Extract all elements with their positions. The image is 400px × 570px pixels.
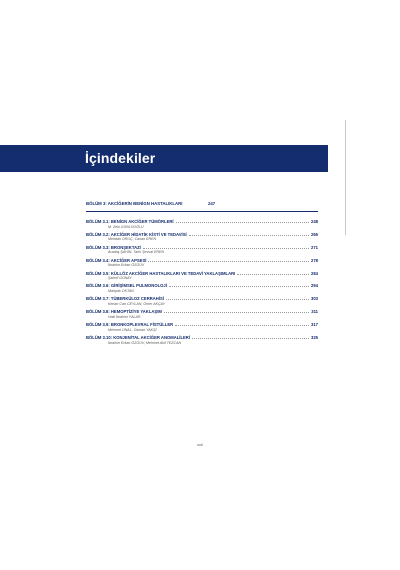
toc-entry[interactable] <box>86 258 318 271</box>
toc-entry-page: 325 <box>311 335 318 341</box>
toc-entry-authors: İbrahim Erkan ÖZGÜV <box>108 263 145 268</box>
toc-entry-title[interactable]: BÖLÜM 3.2: AKCİĞER HİDATİK KİSTİ VE TEDAVİSİ <box>86 231 187 237</box>
toc-entry-title[interactable]: BÖLÜM 3.4: AKCİĞER APSESİ <box>86 257 147 263</box>
toc-entry-line <box>86 271 318 276</box>
toc-entry-line <box>86 322 318 327</box>
toc-entry-page: 265 <box>311 231 318 237</box>
section-heading <box>86 201 318 213</box>
toc-entry[interactable] <box>86 322 318 335</box>
toc-entry-authors: Mendah ORUÇ, Canan EREN <box>108 237 157 242</box>
dot-leader <box>166 298 309 300</box>
toc-entry-authors: Mahpak OKTAN <box>108 289 134 294</box>
toc-entry-line <box>86 283 318 288</box>
section-divider <box>86 211 318 212</box>
toc-entry-page: 248 <box>311 219 318 224</box>
dot-leader <box>169 285 309 287</box>
toc-entry-authors: Aradaş ŞAHİN, Tahir Şevval EREN <box>108 250 164 255</box>
toc-entry-page: 311 <box>311 309 318 315</box>
page-title: İçindekiler <box>85 150 156 166</box>
toc-entry-title[interactable]: BÖLÜM 3.9: BRONKOPLEVRAL FİSTÜLLER <box>86 322 174 328</box>
toc-entry-authors: M. Zeki GÜNLÜOĞLU <box>108 224 144 229</box>
toc-entry-line <box>86 245 318 250</box>
toc-entry-title[interactable]: BÖLÜM 3.1: BENİGN AKCİĞER TÜMÖRLERİ <box>86 219 174 224</box>
toc-entry-line <box>86 232 318 237</box>
section-label[interactable]: BÖLÜM 3: AKCİĞERİN BENİGN HASTALIKLARI <box>86 201 183 206</box>
dot-leader <box>237 273 309 275</box>
toc-entry-title[interactable]: BÖLÜM 3.6: GİRİŞİMSEL PULMONOLOJİ <box>86 283 167 289</box>
toc-entry[interactable] <box>86 271 318 284</box>
toc-entry-line <box>86 296 318 301</box>
toc-entry[interactable] <box>86 245 318 258</box>
toc-entry-page: 317 <box>311 322 318 328</box>
toc-entry-line <box>86 335 318 340</box>
toc-entry[interactable] <box>86 232 318 245</box>
header-band <box>0 145 328 172</box>
toc-entry-authors: Şahnif GÜNAY <box>108 276 132 281</box>
toc-entry[interactable] <box>86 296 318 309</box>
toc-entry-page: 278 <box>311 257 318 263</box>
section-page-number: 247 <box>208 201 216 206</box>
toc-entry-title[interactable]: BÖLÜM 3.7: TÜBERKÜLOZ CERRAHİSİ <box>86 296 164 302</box>
dot-leader <box>189 234 309 236</box>
toc-entry[interactable] <box>86 335 318 348</box>
toc-entry-title[interactable]: BÖLÜM 3.10: KONJENİTAL AKCİĞER ANOMALİLERİ <box>86 335 190 341</box>
toc-entry-title[interactable]: BÖLÜM 3.8: HEMOPTİZİYE YAKLAŞIM <box>86 309 162 315</box>
toc-entry-authors: Kenan Can CEYLAN, Ömer AKÇAY <box>108 301 166 306</box>
dot-leader <box>176 221 309 223</box>
toc-entry-authors: İbrahim Erkan ÖZGÜV, Mehmet Akif TEZCAN <box>108 340 182 345</box>
toc-entry[interactable] <box>86 309 318 322</box>
toc-entry[interactable] <box>86 283 318 296</box>
toc-entry-line <box>86 309 318 314</box>
toc-entry-title[interactable]: BÖLÜM 3.3: BRONŞEKTAZİ <box>86 244 141 250</box>
toc-entry-authors: Halil İbrahim YALAR <box>108 314 141 319</box>
toc-entry-page: 271 <box>311 244 318 250</box>
toc-entry-page: 294 <box>311 283 318 289</box>
toc-entry-line <box>86 219 318 224</box>
toc-entry-authors: Mehmet ÜNAL, Osman YAKŞİ <box>108 327 157 332</box>
dot-leader <box>164 311 309 313</box>
dot-leader <box>143 247 309 249</box>
toc-entry-title[interactable]: BÖLÜM 3.5: KÜLLÖZ AKCİĞER HASTALIKLARI VE TEDAVİ YAKLAŞIMLARI <box>86 270 236 276</box>
toc-entry-page: 284 <box>311 270 318 276</box>
toc-entry[interactable] <box>86 219 318 232</box>
margin-rule <box>345 120 346 235</box>
dot-leader <box>148 260 309 262</box>
dot-leader <box>175 324 309 326</box>
table-of-contents <box>86 219 318 348</box>
toc-entry-line <box>86 258 318 263</box>
dot-leader <box>192 337 309 339</box>
page-number: xvii <box>197 442 203 447</box>
toc-entry-page: 303 <box>311 296 318 302</box>
